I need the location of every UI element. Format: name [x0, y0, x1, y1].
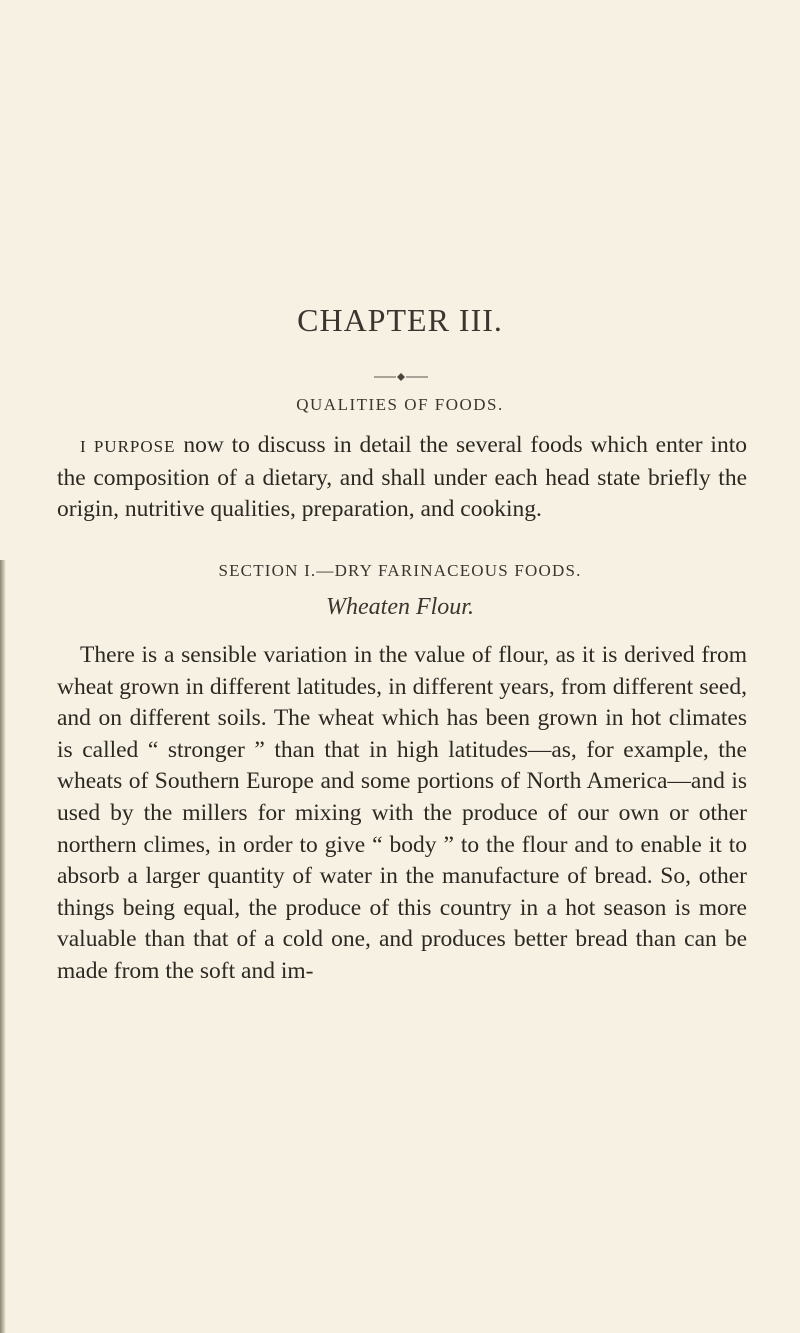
- subsection-heading: Wheaten Flour.: [326, 594, 474, 620]
- body-paragraph: There is a sensible variation in the value of flour, as it is derived from wheat grown in different latitudes, in different years, from different seed, and on different soils. The wheat which has been grown in hot climates is called “ stronger ” than that in high latitudes—as, for example, the wheats of Southern Europe and some portions of North America—and is used by the millers for mixing with the produce of our own or other northern climes, in order to give “ body ” to the flour and to enable it to absorb a larger quantity of water in the manufacture of bread. So, other things being equal, the produce of this country in a hot season is more valuable than that of a cold one, and produces better bread than can be made from the soft and im-: [57, 642, 747, 984]
- intro-text: now to discuss in detail the several foods which enter into the composition of a dietary, and shall under each head state briefly the origin, nutritive qualities, preparation, and cooking.: [57, 432, 747, 523]
- intro-paragraph: [57, 430, 747, 526]
- page-edge-shadow: [0, 560, 6, 1333]
- page-title: QUALITIES OF FOODS.: [296, 395, 504, 414]
- intro-lead: I PURPOSE: [80, 437, 176, 456]
- section-heading: SECTION I.—DRY FARINACEOUS FOODS.: [218, 561, 582, 580]
- chapter-heading: CHAPTER III.: [297, 302, 503, 338]
- ornament-divider: [374, 372, 428, 382]
